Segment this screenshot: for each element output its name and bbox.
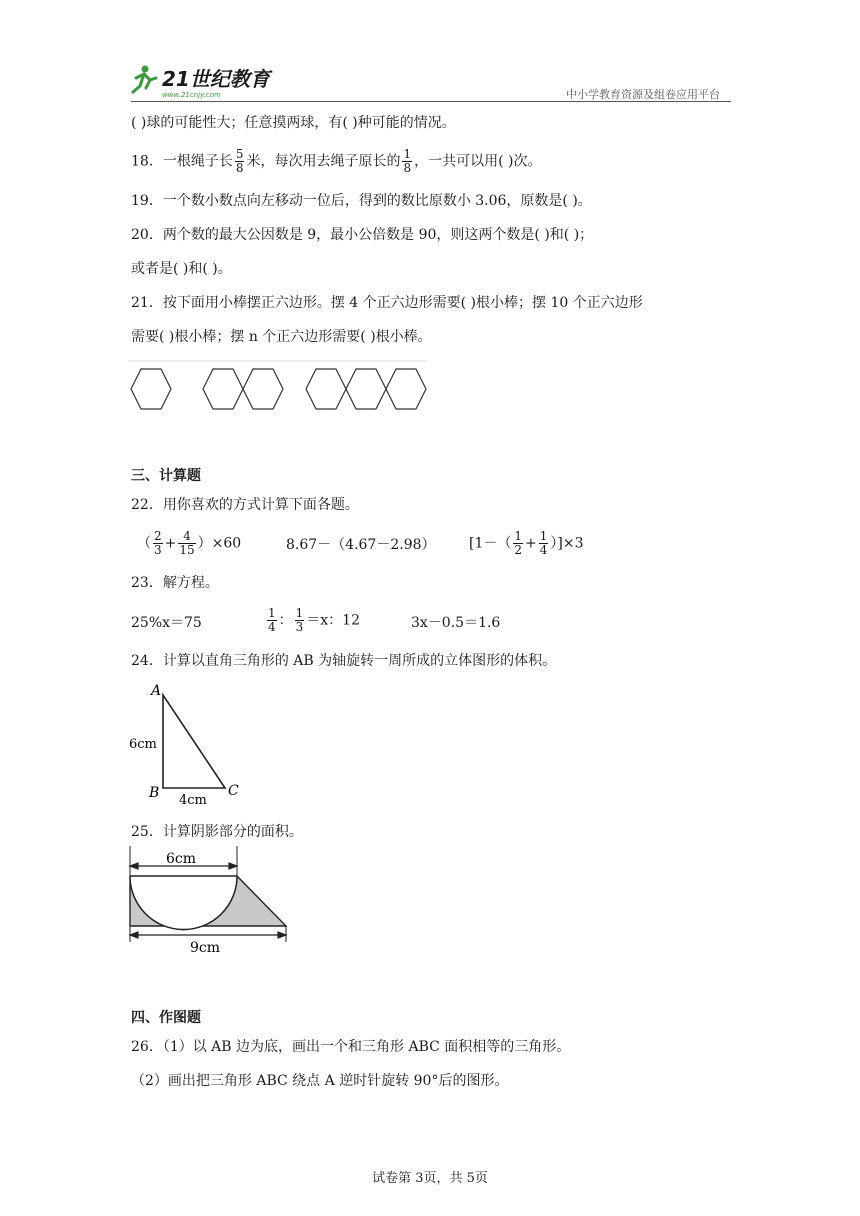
q26-part2: （2）画出把三角形 ABC 绕点 A 逆时针旋转 90°后的图形。 [131,1073,509,1089]
page-footer: 试卷第 3页，共 5页 [372,1171,488,1186]
hexagon-3b [346,369,386,409]
q18-mid: 米，每次用去绳子原长的 [246,153,401,170]
q26-part1: 26．（1）以 AB 边为底，画出一个和三角形 ABC 面积相等的三角形。 [131,1039,571,1055]
hexagon-2b [243,369,283,409]
header-divider [131,101,731,102]
q23-title: 23．解方程。 [131,575,219,591]
q22-expression-3: [1－（ $\frac{1}{2}$ + $\frac{1}{4}$ ）]×3 [469,529,584,557]
logo-url: www.21cnjy.com [162,91,221,99]
q21-line2: 需要( )根小棒；摆 n 个正六边形需要( )根小棒。 [131,329,432,345]
q18-fraction-1: $\frac{5}{8}$ [235,147,244,175]
q22-expression-1: （ $\frac{2}{3}$ + $\frac{4}{15}$ ）×60 [137,529,242,557]
label-height: 6cm [129,737,157,752]
section-4-title: 四、作图题 [131,1010,201,1026]
hexagon-figure [129,360,429,419]
label-base: 4cm [179,793,207,808]
q20-line2: 或者是( )和( )。 [131,261,232,277]
hexagon-2a [203,369,243,409]
q17-tail: ( )球的可能性大；任意摸两球，有( )种可能的情况。 [131,115,456,131]
q19: 19．一个数小数点向左移动一位后，得到的数比原数小 3.06，原数是( )。 [131,193,592,209]
q25-title: 25．计算阴影部分的面积。 [131,824,303,840]
q23-equation-2: $\frac{1}{4}$ ： $\frac{1}{3}$ ＝x：12 [268,606,360,634]
q22-title: 22．用你喜欢的方式计算下面各题。 [131,497,359,513]
q24-title: 24．计算以直角三角形的 AB 为轴旋转一周所成的立体图形的体积。 [131,653,557,669]
hexagon-3a [306,369,346,409]
section-3-title: 三、计算题 [131,468,201,484]
q21-line1: 21．按下面用小棒摆正六边形。摆 4 个正六边形需要( )根小棒；摆 10 个正六边形 [131,295,643,311]
label-c: C [228,783,239,799]
q20-line1: 20．两个数的最大公因数是 9，最小公倍数是 90，则这两个数是( )和( )； [131,227,594,243]
header-right-text: 中小学教育资源及组卷应用平台 [566,88,720,101]
right-triangle-figure [127,680,257,814]
triangle-abc [163,695,225,788]
shaded-area-figure [126,846,296,960]
hexagon-3c [386,369,426,409]
hexagon-1 [131,369,171,409]
runner-icon [133,66,156,93]
q23-equation-1: 25%x＝75 [131,615,202,631]
q18-suffix: ，一共可以用( )次。 [414,153,542,170]
label-bottom: 9cm [190,940,221,956]
q18 [131,148,541,175]
label-top: 6cm [166,851,197,867]
q18-prefix: 18．一根绳子长 [131,153,233,170]
q23-equation-3: 3x－0.5＝1.6 [411,615,501,631]
label-a: A [151,683,162,699]
dimension-bottom [130,932,286,938]
q22-expression-2: 8.67－（4.67－2.98） [286,537,436,553]
q18-fraction-2: $\frac{1}{8}$ [403,147,412,175]
label-b: B [149,785,160,801]
logo-text: 21世纪教育 [162,67,270,91]
site-logo [128,62,278,104]
